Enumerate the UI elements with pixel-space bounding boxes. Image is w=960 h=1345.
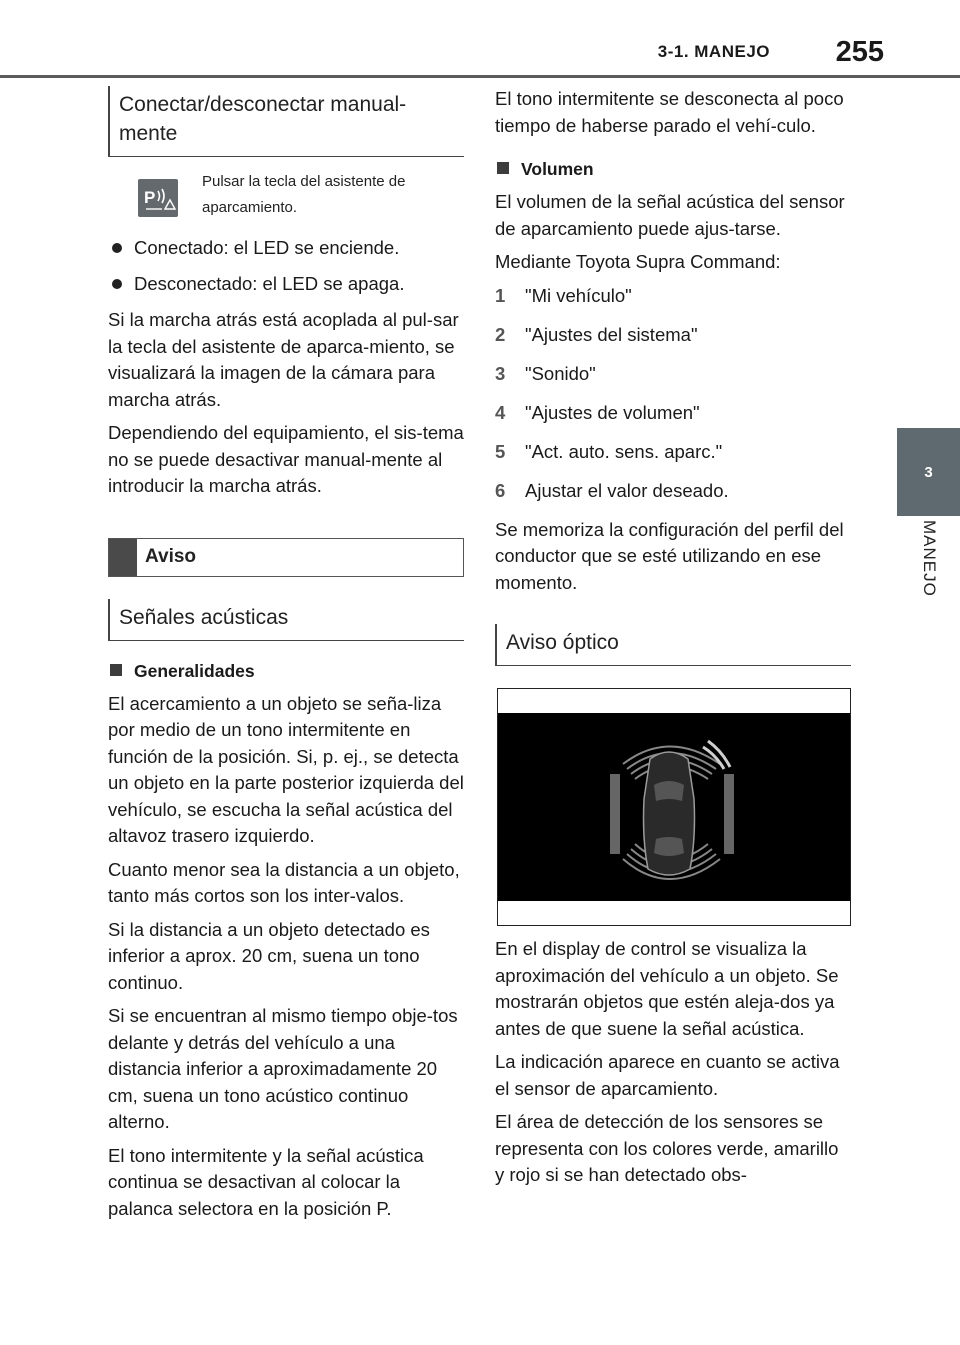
general-p5: El tono intermitente y la señal acústica continua se desactivan al colocar la palanca selectora en la posición P. xyxy=(108,1144,424,1219)
header-rule xyxy=(0,75,960,78)
volume-p3: Se memoriza la configuración del perfil del conductor que se esté utilizando en ese momento. xyxy=(495,518,844,593)
optic-p1: En el display de control se visualiza la aproximación del vehículo a un objeto. Se mostrarán objetos que estén aleja-dos ya antes de que suene la señal acústica. xyxy=(495,938,839,1039)
general-p4: Si se encuentran al mismo tiempo obje-tos delante y detrás del vehículo a una distancia inferior a aproximadamente 20 cm, suena un tono acústico continuo alterno. xyxy=(108,1005,458,1132)
chapter-number: 3 xyxy=(924,463,933,481)
paragraph-equipment: Dependiendo del equipamiento, el sis-tema no se puede desactivar manual-mente al introducir la marcha atrás. xyxy=(108,422,464,496)
section-title: 3-1. MANEJO xyxy=(657,42,770,61)
parking-display-figure xyxy=(497,688,851,926)
step-3: 3 "Sonido" xyxy=(495,362,596,384)
chapter-label: MANEJO xyxy=(920,520,939,597)
subheading-general: Generalidades xyxy=(108,659,464,683)
aviso-box xyxy=(108,538,464,577)
paragraph-reverse: Si la marcha atrás está acoplada al pul-sar la tecla del asistente de aparca-miento, se visualizará la imagen de la cámara para marcha atrás. xyxy=(108,309,459,410)
step-6: 6 Ajustar el valor deseado. xyxy=(495,479,729,501)
optic-p3: El área de detección de los sensores se representa con los colores verde, amarillo y rojo si se han detectado obs- xyxy=(495,1111,839,1185)
bullet-on: Conectado: el LED se enciende. xyxy=(108,235,464,261)
general-p1: El acercamiento a un objeto se seña-liza por medio de un tono intermitente en función de la posición. Si, p. ej., se detecta un objeto en la parte posterior izquierda del vehículo, se escucha la señal acústica del altavoz trasero izquierdo. xyxy=(108,692,464,846)
aviso-label: Aviso xyxy=(145,546,197,567)
svg-text:P: P xyxy=(144,188,156,207)
volume-p2: Mediante Toyota Supra Command: xyxy=(495,251,781,272)
optic-p2: La indicación aparece en cuanto se activa el sensor de aparcamiento. xyxy=(495,1051,840,1099)
step-5: 5 "Act. auto. sens. aparc." xyxy=(495,440,723,462)
general-p2: Cuanto menor sea la distancia a un objeto, tanto más cortos son los inter-valos. xyxy=(108,858,460,906)
page-number: 255 xyxy=(835,36,884,68)
heading-optic: Aviso óptico xyxy=(495,624,851,666)
button-instruction: Pulsar la tecla del asistente de aparcamiento. xyxy=(202,173,406,216)
general-p3: Si la distancia a un objeto detectado es inferior a aprox. 20 cm, suena un tono continuo. xyxy=(108,918,430,993)
left-column xyxy=(108,86,464,1229)
intro-paragraph: El tono intermitente se desconecta al poco tiempo de haberse parado el vehí-culo. xyxy=(495,88,844,136)
heading-manual: Conectar/desconectar manual-mente xyxy=(108,86,464,157)
aviso-bar xyxy=(109,539,137,576)
step-1: 1 "Mi vehículo" xyxy=(495,284,632,306)
step-2: 2 "Ajustes del sistema" xyxy=(495,323,698,345)
bullet-off: Desconectado: el LED se apaga. xyxy=(108,271,464,297)
heading-acoustic: Señales acústicas xyxy=(108,599,464,641)
parking-assistant-icon xyxy=(138,179,178,217)
chapter-tab[interactable] xyxy=(897,428,960,516)
volume-p1: El volumen de la señal acústica del sensor de aparcamiento puede ajus-tarse. xyxy=(495,191,845,239)
step-4: 4 "Ajustes de volumen" xyxy=(495,401,700,423)
button-instruction-row xyxy=(108,165,464,225)
subheading-volume: Volumen xyxy=(495,157,851,181)
right-column xyxy=(495,86,851,1196)
parking-display-illustration xyxy=(498,689,850,925)
